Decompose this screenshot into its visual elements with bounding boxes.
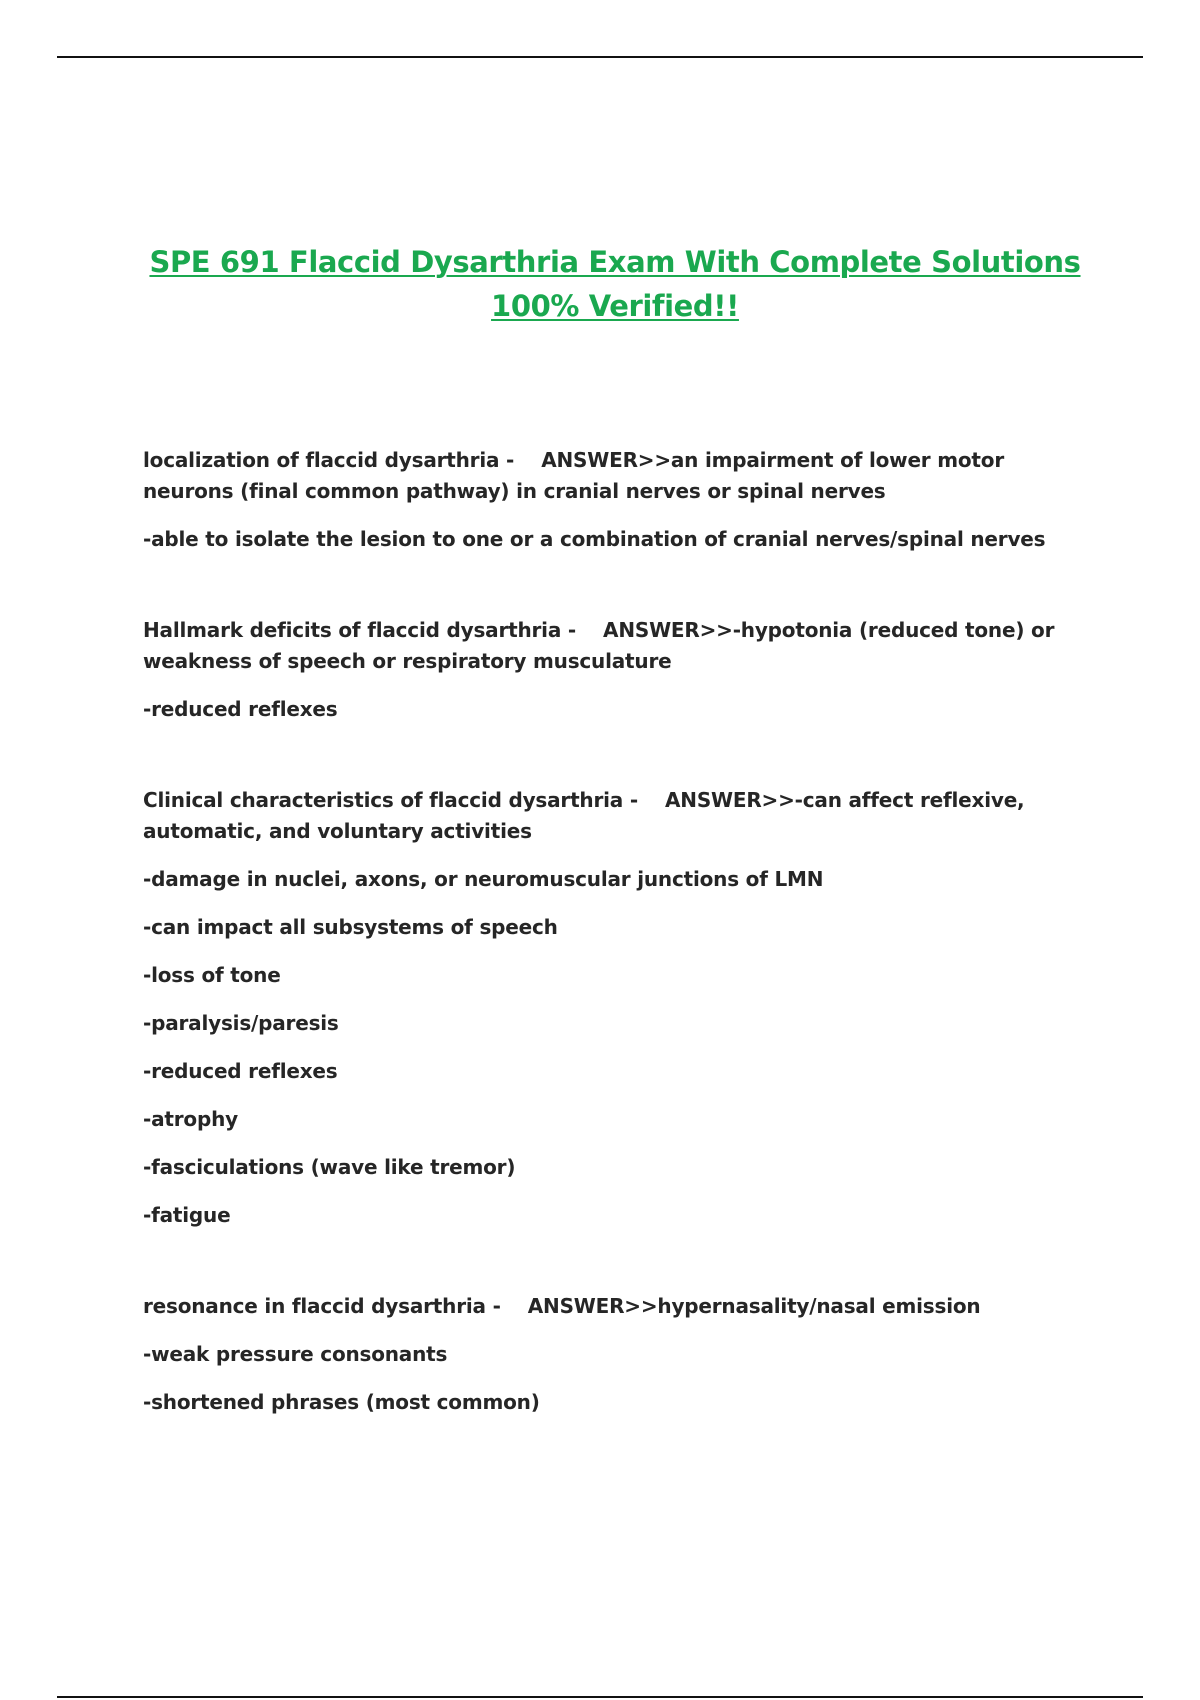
document-body <box>143 445 1083 1478</box>
qa-block-clinical-characteristics <box>143 785 1083 1231</box>
answer-text: ANSWER>>an impairment of lower motor neurons (final common pathway) in cranial nerves or spinal nerves <box>143 448 1004 503</box>
question-separator: - <box>561 618 604 642</box>
answer-text: ANSWER>>hypernasality/nasal emission <box>527 1294 981 1318</box>
title-line-2: 100% Verified!! <box>491 289 739 323</box>
answer-item: -can impact all subsystems of speech <box>143 915 558 939</box>
question-text: resonance in flaccid dysarthria <box>143 1294 486 1318</box>
question-separator: - <box>623 788 665 812</box>
answer-item: -able to isolate the lesion to one or a combination of cranial nerves/spinal nerves <box>143 527 1046 551</box>
question-text: Hallmark deficits of flaccid dysarthria <box>143 618 562 642</box>
answer-text: ANSWER>>-hypotonia (reduced tone) or weakness of speech or respiratory musculature <box>143 618 1055 673</box>
answer-item: -atrophy <box>143 1107 238 1131</box>
answer-item: -loss of tone <box>143 963 281 987</box>
qa-question-line <box>143 445 1083 507</box>
answer-item: -shortened phrases (most common) <box>143 1390 540 1414</box>
answer-item: -reduced reflexes <box>143 1059 338 1083</box>
qa-question-line <box>143 615 1083 677</box>
question-text: localization of flaccid dysarthria <box>143 448 500 472</box>
question-separator: - <box>485 1294 528 1318</box>
answer-text: ANSWER>>-can affect reflexive, automatic, and voluntary activities <box>143 788 1025 843</box>
bottom-rule <box>57 1696 1143 1698</box>
top-rule <box>57 56 1143 58</box>
qa-question-line <box>143 785 1083 847</box>
qa-question-line <box>143 1291 1083 1322</box>
qa-block-resonance <box>143 1291 1083 1418</box>
qa-block-localization <box>143 445 1083 555</box>
answer-item: -fatigue <box>143 1203 231 1227</box>
answer-item: -fasciculations (wave like tremor) <box>143 1155 516 1179</box>
document-title <box>120 240 1110 328</box>
title-line-1: SPE 691 Flaccid Dysarthria Exam With Complete Solutions <box>149 245 1081 279</box>
question-text: Clinical characteristics of flaccid dysarthria <box>143 788 624 812</box>
answer-item: -weak pressure consonants <box>143 1342 448 1366</box>
qa-block-hallmark-deficits <box>143 615 1083 725</box>
answer-item: -paralysis/paresis <box>143 1011 339 1035</box>
question-separator: - <box>499 448 542 472</box>
answer-item: -damage in nuclei, axons, or neuromuscular junctions of LMN <box>143 867 824 891</box>
answer-item: -reduced reflexes <box>143 697 338 721</box>
